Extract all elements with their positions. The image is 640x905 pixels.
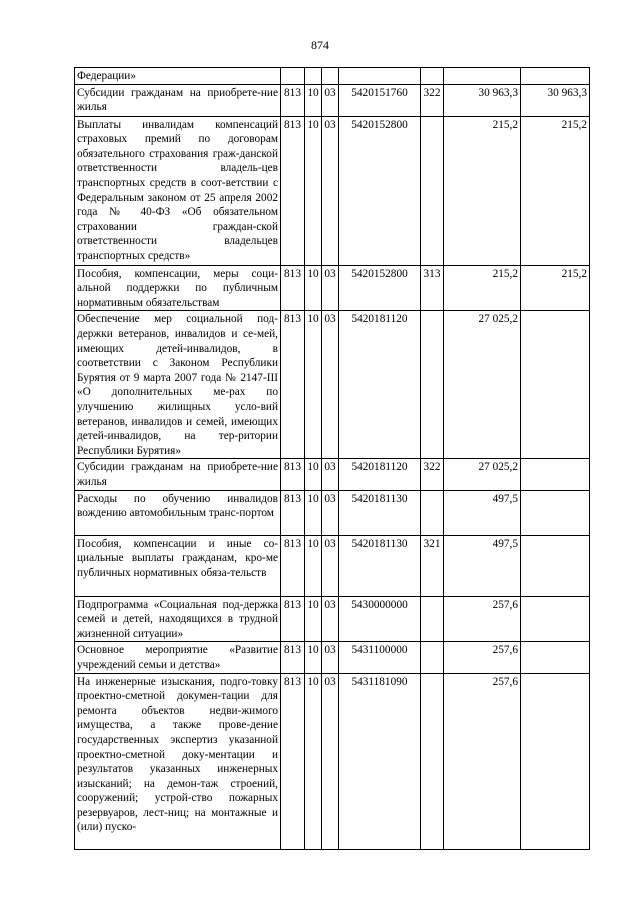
target-article-cell: 5431181090: [339, 673, 421, 849]
ministry-code-cell: 813: [281, 459, 305, 490]
expense-type-cell: 322: [421, 84, 444, 116]
budget-table: [74, 67, 590, 850]
section-code-cell: 10: [305, 459, 322, 490]
target-article-cell: 5420181120: [339, 311, 421, 459]
ministry-code-cell: 813: [281, 535, 305, 596]
amount-second-cell: [521, 673, 590, 849]
section-code-cell: 10: [305, 535, 322, 596]
amount-cell: 497,5: [444, 535, 521, 596]
expense-type-cell: [421, 596, 444, 642]
target-article-cell: 5420152800: [339, 116, 421, 265]
table-row: [75, 535, 590, 596]
ministry-code-cell: 813: [281, 84, 305, 116]
table-row: [75, 84, 590, 116]
amount-second-cell: [521, 642, 590, 673]
row-name-cell: Основное мероприятие «Развитие учреждений семьи и детства»: [75, 642, 281, 673]
section-code-cell: 10: [305, 116, 322, 265]
table-row: [75, 459, 590, 490]
target-article-cell: 5420151760: [339, 84, 421, 116]
amount-cell: 215,2: [444, 265, 521, 311]
section-code-cell: 10: [305, 642, 322, 673]
row-name-cell: Пособия, компенсации, меры соци-альной поддержки по публичным нормативным обязательствам: [75, 265, 281, 311]
subsection-code-cell: 03: [322, 642, 339, 673]
section-code-cell: 10: [305, 265, 322, 311]
page-number: 874: [311, 38, 329, 52]
amount-cell: 27 025,2: [444, 459, 521, 490]
table-row: [75, 596, 590, 642]
subsection-code-cell: 03: [322, 265, 339, 311]
amount-second-cell: 215,2: [521, 116, 590, 265]
subsection-code-cell: 03: [322, 490, 339, 535]
subsection-code-cell: 03: [322, 596, 339, 642]
amount-cell: 497,5: [444, 490, 521, 535]
amount-second-cell: 30 963,3: [521, 84, 590, 116]
ministry-code-cell: 813: [281, 596, 305, 642]
section-code-cell: 10: [305, 84, 322, 116]
expense-type-cell: 313: [421, 265, 444, 311]
target-article-cell: 5420181130: [339, 490, 421, 535]
ministry-code-cell: 813: [281, 673, 305, 849]
row-name-cell: Федерации»: [75, 68, 281, 85]
amount-cell: [444, 68, 521, 85]
expense-type-cell: [421, 311, 444, 459]
subsection-code-cell: 03: [322, 311, 339, 459]
subsection-code-cell: [322, 68, 339, 85]
ministry-code-cell: [281, 68, 305, 85]
target-article-cell: 5431100000: [339, 642, 421, 673]
amount-second-cell: [521, 68, 590, 85]
table-row: [75, 311, 590, 459]
table-row: [75, 68, 590, 85]
ministry-code-cell: 813: [281, 490, 305, 535]
expense-type-cell: [421, 68, 444, 85]
subsection-code-cell: 03: [322, 673, 339, 849]
target-article-cell: 5430000000: [339, 596, 421, 642]
row-name-cell: Подпрограмма «Социальная под-держка семей и детей, находящихся в трудной жизненной ситуации»: [75, 596, 281, 642]
row-name-cell: Выплаты инвалидам компенсаций страховых премий по договорам обязательного страхования граж-данской ответственности владель-цев транспортных средств в соот-ветствии с Федеральным законом от 25 апреля 2002 года № 40-ФЗ «Об обязательном страховании граждан-ской ответственности владельцев транспортных средств»: [75, 116, 281, 265]
ministry-code-cell: 813: [281, 265, 305, 311]
amount-cell: 27 025,2: [444, 311, 521, 459]
expense-type-cell: [421, 490, 444, 535]
ministry-code-cell: 813: [281, 116, 305, 265]
amount-second-cell: [521, 596, 590, 642]
table-row: [75, 673, 590, 849]
section-code-cell: 10: [305, 311, 322, 459]
amount-cell: 257,6: [444, 673, 521, 849]
subsection-code-cell: 03: [322, 535, 339, 596]
row-name-cell: Субсидии гражданам на приобрете-ние жилья: [75, 84, 281, 116]
amount-second-cell: 215,2: [521, 265, 590, 311]
subsection-code-cell: 03: [322, 116, 339, 265]
row-name-cell: Пособия, компенсации и иные со-циальные выплаты гражданам, кро-ме публичных нормативных обяза-тельств: [75, 535, 281, 596]
amount-second-cell: [521, 490, 590, 535]
row-name-cell: Обеспечение мер социальной под-держки ветеранов, инвалидов и се-мей, имеющих детей-инвалидов, в соответствии с Законом Республики Бурятия от 9 марта 2007 года № 2147-III «О дополнительных ме-рах по улучшению жилищных усло-вий ветеранов, инвалидов и семей, имеющих детей-инвалидов, на тер-ритории Республики Бурятия»: [75, 311, 281, 459]
expense-type-cell: 321: [421, 535, 444, 596]
section-code-cell: 10: [305, 673, 322, 849]
amount-cell: 30 963,3: [444, 84, 521, 116]
section-code-cell: 10: [305, 490, 322, 535]
ministry-code-cell: 813: [281, 311, 305, 459]
target-article-cell: 5420152800: [339, 265, 421, 311]
expense-type-cell: [421, 116, 444, 265]
table-row: [75, 642, 590, 673]
table-body: [75, 68, 590, 850]
table-row: [75, 116, 590, 265]
subsection-code-cell: 03: [322, 84, 339, 116]
ministry-code-cell: 813: [281, 642, 305, 673]
amount-second-cell: [521, 535, 590, 596]
expense-type-cell: 322: [421, 459, 444, 490]
target-article-cell: 5420181130: [339, 535, 421, 596]
amount-cell: 215,2: [444, 116, 521, 265]
row-name-cell: Расходы по обучению инвалидов вождению автомобильным транс-портом: [75, 490, 281, 535]
amount-cell: 257,6: [444, 642, 521, 673]
expense-type-cell: [421, 642, 444, 673]
section-code-cell: 10: [305, 596, 322, 642]
row-name-cell: На инженерные изыскания, подго-товку проектно-сметной докумен-тации для ремонта объектов недви-жимого имущества, а также прове-дение государственных экспертиз указанной проектно-сметной доку-ментации и результатов указанных инженерных изысканий; на демон-таж строений, сооружений; устрой-ство пожарных резервуаров, лест-ниц; на монтажные и (или) пуско-: [75, 673, 281, 849]
amount-second-cell: [521, 459, 590, 490]
target-article-cell: [339, 68, 421, 85]
expense-type-cell: [421, 673, 444, 849]
amount-second-cell: [521, 311, 590, 459]
table-row: [75, 265, 590, 311]
row-name-cell: Субсидии гражданам на приобрете-ние жилья: [75, 459, 281, 490]
table-row: [75, 490, 590, 535]
subsection-code-cell: 03: [322, 459, 339, 490]
section-code-cell: [305, 68, 322, 85]
target-article-cell: 5420181120: [339, 459, 421, 490]
amount-cell: 257,6: [444, 596, 521, 642]
